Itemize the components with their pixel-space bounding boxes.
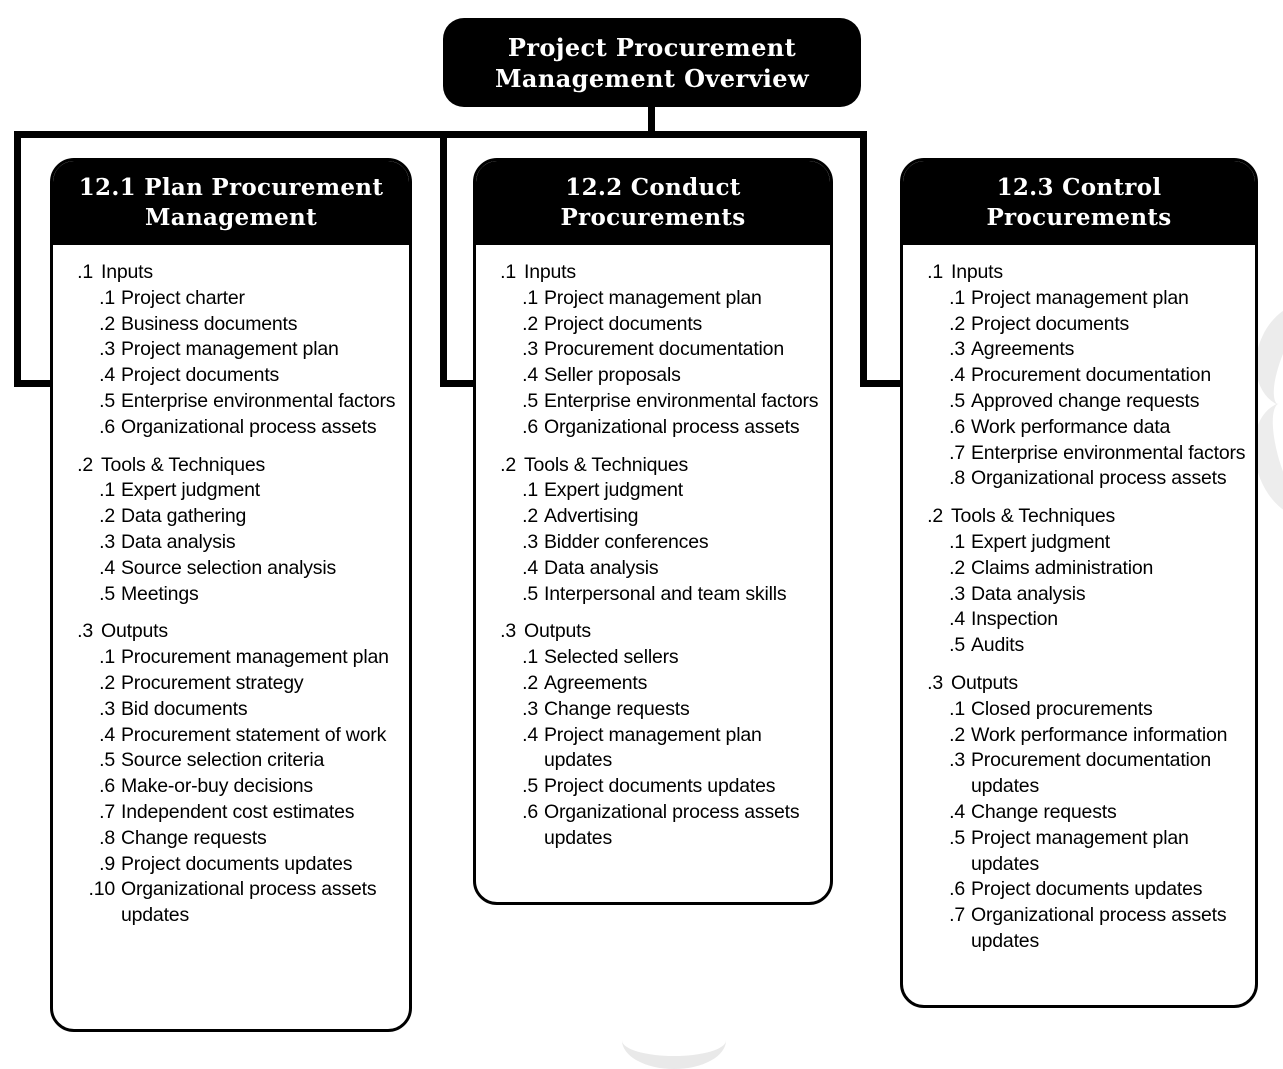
item-label: Work performance data [971, 415, 1171, 438]
overview-title-line2: Management Overview [494, 63, 810, 93]
item-label: Organizational process assets updates [121, 878, 377, 927]
item-number: .1 [949, 286, 965, 309]
item-number: .4 [949, 608, 965, 631]
section-number: .3 [927, 671, 943, 694]
list-item [508, 389, 822, 415]
section-label: Outputs [951, 671, 1018, 694]
item-label: Project documents updates [544, 775, 776, 798]
list-item [508, 504, 822, 530]
list-item [85, 877, 401, 929]
item-number: .4 [522, 556, 538, 579]
item-number: .3 [522, 697, 538, 720]
list-item [85, 556, 401, 582]
item-label: Procurement documentation [544, 338, 784, 361]
item-label: Meetings [121, 582, 199, 605]
item-number: .5 [949, 826, 965, 849]
section-number: .2 [500, 453, 516, 476]
item-number: .4 [949, 364, 965, 387]
item-label: Closed procurements [971, 697, 1153, 720]
item-number: .2 [522, 312, 538, 335]
item-number: .3 [949, 582, 965, 605]
list-item [508, 697, 822, 723]
list-item [508, 582, 822, 608]
item-number: .6 [99, 415, 115, 438]
section-number: .2 [927, 505, 943, 528]
item-label: Project documents updates [121, 852, 353, 875]
item-label: Project management plan updates [544, 723, 762, 772]
section-outputs [484, 619, 822, 851]
process-box-2 [473, 158, 833, 905]
list-item [508, 337, 822, 363]
section-heading [492, 453, 822, 479]
item-label: Data gathering [121, 505, 247, 528]
connector-title-stem [648, 104, 655, 134]
section-tools-techniques [484, 453, 822, 608]
section-number: .3 [500, 620, 516, 643]
section-tools-techniques [61, 453, 401, 608]
item-label: Procurement strategy [121, 671, 304, 694]
section-outputs [61, 619, 401, 929]
item-label: Data analysis [971, 582, 1086, 605]
item-number: .2 [949, 312, 965, 335]
overview-title-box [443, 18, 861, 107]
item-label: Expert judgment [971, 530, 1110, 553]
list-item [85, 582, 401, 608]
item-number: .3 [522, 338, 538, 361]
item-label: Audits [971, 634, 1024, 657]
item-label: Organizational process assets [971, 467, 1227, 490]
item-number: .1 [522, 479, 538, 502]
item-label: Data analysis [121, 530, 236, 553]
list-item [935, 286, 1247, 312]
process-box-header [52, 160, 410, 245]
list-item [85, 389, 401, 415]
process-box-heading-line: 12.1 Plan Procurement [78, 173, 384, 201]
list-item [508, 363, 822, 389]
item-number: .2 [99, 312, 115, 335]
item-number: .2 [99, 671, 115, 694]
item-label: Independent cost estimates [121, 800, 355, 823]
item-label: Organizational process assets [544, 415, 800, 438]
item-label: Project management plan [971, 286, 1189, 309]
item-number: .4 [99, 364, 115, 387]
section-heading [492, 260, 822, 286]
item-number: .6 [99, 775, 115, 798]
item-number: .2 [949, 723, 965, 746]
item-number: .8 [99, 826, 115, 849]
item-number: .1 [99, 479, 115, 502]
item-label: Project management plan updates [971, 826, 1189, 875]
list-item [935, 556, 1247, 582]
item-label: Procurement documentation [971, 364, 1211, 387]
list-item [85, 312, 401, 338]
item-number: .10 [88, 878, 115, 901]
list-item [85, 478, 401, 504]
item-label: Expert judgment [544, 479, 683, 502]
item-label: Seller proposals [544, 364, 681, 387]
list-item [85, 800, 401, 826]
list-item [935, 363, 1247, 389]
item-number: .1 [99, 286, 115, 309]
item-number: .4 [522, 723, 538, 746]
item-label: Enterprise environmental factors [544, 389, 819, 412]
list-item [85, 774, 401, 800]
item-label: Advertising [544, 505, 639, 528]
list-item [935, 441, 1247, 467]
list-item [85, 671, 401, 697]
list-item [935, 389, 1247, 415]
list-item [935, 748, 1247, 800]
item-label: Change requests [971, 800, 1117, 823]
item-number: .5 [99, 749, 115, 772]
list-item [508, 774, 822, 800]
item-label: Claims administration [971, 556, 1154, 579]
section-label: Outputs [524, 620, 591, 643]
process-box-heading-line: Management [144, 203, 318, 231]
item-label: Project documents [971, 312, 1130, 335]
watermark-fragment-bottom [622, 1012, 726, 1069]
list-item [85, 723, 401, 749]
section-tools-techniques [911, 504, 1247, 659]
section-heading [69, 453, 401, 479]
section-label: Tools & Techniques [524, 453, 689, 476]
item-number: .8 [949, 467, 965, 490]
list-item [508, 415, 822, 441]
list-item [935, 877, 1247, 903]
item-label: Source selection analysis [121, 556, 337, 579]
section-inputs [61, 260, 401, 441]
item-number: .6 [949, 415, 965, 438]
connector-branch-left-elbow [14, 380, 54, 387]
section-heading [69, 260, 401, 286]
list-item [508, 286, 822, 312]
item-label: Inspection [971, 608, 1058, 631]
item-number: .2 [522, 671, 538, 694]
process-box-3 [900, 158, 1258, 1008]
item-label: Agreements [544, 671, 648, 694]
list-item [508, 645, 822, 671]
connector-branch-middle-vertical [440, 131, 447, 387]
section-number: .3 [77, 620, 93, 643]
item-number: .3 [99, 697, 115, 720]
overview-title-line1: Project Procurement [507, 32, 797, 62]
item-label: Interpersonal and team skills [544, 582, 787, 605]
item-label: Organizational process assets updates [971, 904, 1227, 952]
item-number: .4 [99, 723, 115, 746]
section-heading [69, 619, 401, 645]
section-label: Inputs [524, 261, 576, 283]
list-item [85, 504, 401, 530]
connector-branch-left-vertical [14, 131, 21, 387]
process-box-header [475, 160, 831, 245]
list-item [85, 645, 401, 671]
item-label: Make-or-buy decisions [121, 775, 313, 798]
item-number: .3 [99, 530, 115, 553]
item-number: .5 [949, 389, 965, 412]
item-label: Project documents [544, 312, 703, 335]
item-label: Project documents updates [971, 878, 1203, 901]
list-item [508, 478, 822, 504]
item-number: .1 [522, 646, 538, 669]
list-item [935, 466, 1247, 492]
item-number: .4 [522, 364, 538, 387]
list-item [935, 697, 1247, 723]
item-label: Procurement documentation updates [971, 749, 1211, 798]
item-number: .1 [949, 697, 965, 720]
connector-branch-middle-elbow [440, 380, 477, 387]
connector-branch-right-elbow [860, 380, 904, 387]
item-number: .5 [99, 389, 115, 412]
item-label: Enterprise environmental factors [971, 441, 1246, 464]
item-label: Change requests [544, 697, 690, 720]
list-item [85, 748, 401, 774]
list-item [935, 337, 1247, 363]
item-number: .5 [522, 582, 538, 605]
item-label: Source selection criteria [121, 749, 325, 772]
process-box-body [903, 245, 1255, 965]
list-item [85, 852, 401, 878]
process-box-heading-line: 12.2 Conduct [565, 173, 741, 201]
item-number: .1 [522, 286, 538, 309]
list-item [935, 800, 1247, 826]
item-label: Organizational process assets updates [544, 800, 800, 849]
list-item [85, 337, 401, 363]
item-label: Organizational process assets [121, 415, 377, 438]
list-item [508, 312, 822, 338]
item-label: Procurement management plan [121, 646, 389, 669]
section-number: .1 [500, 261, 516, 283]
list-item [935, 582, 1247, 608]
item-number: .5 [522, 775, 538, 798]
item-label: Project management plan [544, 286, 762, 309]
item-number: .3 [522, 530, 538, 553]
list-item [85, 415, 401, 441]
list-item [935, 415, 1247, 441]
section-number: .2 [77, 453, 93, 476]
list-item [508, 556, 822, 582]
process-box-body [53, 245, 409, 939]
section-label: Tools & Techniques [951, 505, 1116, 528]
item-label: Project documents [121, 364, 280, 387]
section-inputs [484, 260, 822, 441]
item-number: .7 [949, 904, 965, 927]
item-number: .4 [949, 800, 965, 823]
item-number: .1 [99, 646, 115, 669]
item-label: Bid documents [121, 697, 248, 720]
section-label: Inputs [951, 261, 1003, 283]
item-number: .6 [522, 800, 538, 823]
item-number: .5 [949, 634, 965, 657]
list-item [508, 530, 822, 556]
list-item [935, 530, 1247, 556]
item-number: .6 [949, 878, 965, 901]
list-item [935, 903, 1247, 955]
item-label: Change requests [121, 826, 267, 849]
section-heading [919, 671, 1247, 697]
item-number: .1 [949, 530, 965, 553]
list-item [508, 800, 822, 852]
list-item [935, 633, 1247, 659]
list-item [508, 671, 822, 697]
item-label: Bidder conferences [544, 530, 709, 553]
item-label: Work performance information [971, 723, 1228, 746]
section-heading [492, 619, 822, 645]
process-box-1 [50, 158, 412, 1032]
item-number: .3 [99, 338, 115, 361]
process-box-heading-line: Procurements [986, 203, 1172, 231]
section-label: Outputs [101, 620, 168, 643]
item-label: Agreements [971, 338, 1075, 361]
item-number: .7 [949, 441, 965, 464]
item-label: Procurement statement of work [121, 723, 387, 746]
process-box-heading-line: Procurements [560, 203, 746, 231]
section-outputs [911, 671, 1247, 955]
item-label: Project management plan [121, 338, 339, 361]
item-label: Approved change requests [971, 389, 1200, 412]
item-label: Enterprise environmental factors [121, 389, 396, 412]
item-label: Data analysis [544, 556, 659, 579]
item-number: .3 [949, 338, 965, 361]
item-number: .2 [949, 556, 965, 579]
section-number: .1 [927, 261, 943, 283]
list-item [935, 723, 1247, 749]
item-label: Business documents [121, 312, 298, 335]
list-item [85, 530, 401, 556]
list-item [85, 286, 401, 312]
list-item [935, 826, 1247, 878]
section-number: .1 [77, 261, 93, 283]
list-item [85, 363, 401, 389]
item-number: .7 [99, 800, 115, 823]
item-number: .3 [949, 749, 965, 772]
section-label: Tools & Techniques [101, 453, 266, 476]
section-heading [919, 260, 1247, 286]
process-box-header [902, 160, 1256, 245]
list-item [508, 723, 822, 775]
process-box-body [476, 245, 830, 862]
section-heading [919, 504, 1247, 530]
section-label: Inputs [101, 261, 153, 283]
item-label: Expert judgment [121, 479, 260, 502]
item-number: .2 [522, 505, 538, 528]
section-inputs [911, 260, 1247, 492]
process-box-heading-line: 12.3 Control [996, 173, 1162, 201]
item-number: .2 [99, 505, 115, 528]
item-number: .6 [522, 415, 538, 438]
list-item [85, 826, 401, 852]
list-item [85, 697, 401, 723]
item-label: Project charter [121, 286, 245, 309]
connector-branch-right-vertical [860, 131, 867, 387]
item-number: .5 [99, 582, 115, 605]
item-number: .9 [99, 852, 115, 875]
item-number: .4 [99, 556, 115, 579]
list-item [935, 607, 1247, 633]
item-label: Selected sellers [544, 646, 679, 669]
item-number: .5 [522, 389, 538, 412]
list-item [935, 312, 1247, 338]
